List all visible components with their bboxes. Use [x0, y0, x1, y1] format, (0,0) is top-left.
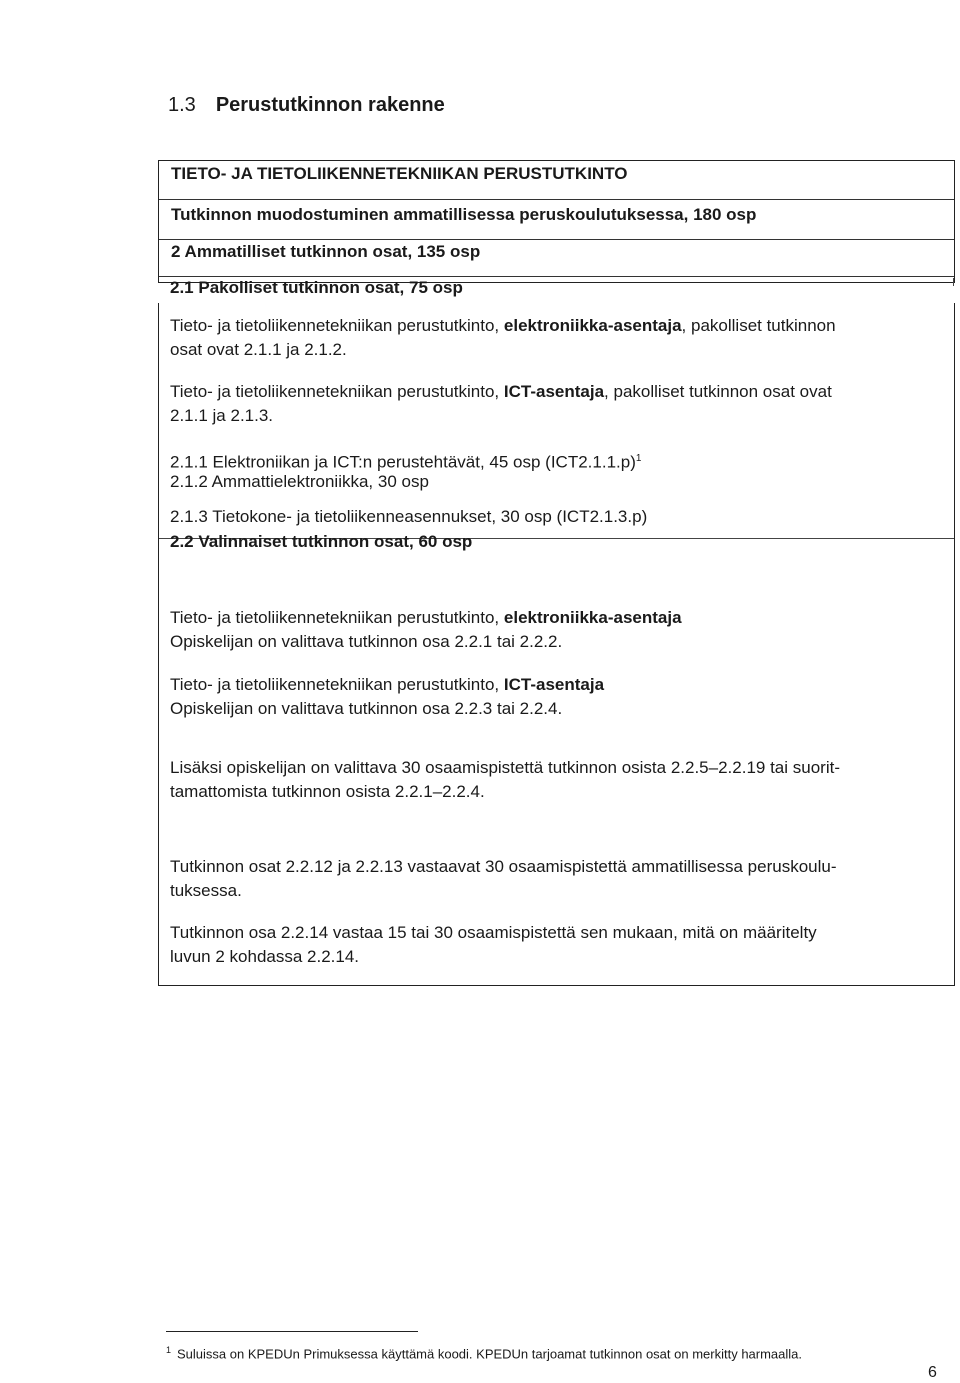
structure-table-header [158, 160, 955, 283]
unit-2214-paragraph: Tutkinnon osa 2.2.14 vastaa 15 tai 30 osaamispistettä sen mukaan, mitä on määritelty luvun 2 kohdassa 2.2.14. [170, 923, 817, 966]
vocational-units: 2 Ammatilliset tutkinnon osat, 135 osp [171, 242, 481, 261]
table-row [159, 161, 954, 200]
list-item: 2.1.2 Ammattielektroniikka, 30 osp [170, 472, 429, 491]
section-number: 1.3 [168, 94, 196, 116]
optional-ict-paragraph: Tieto- ja tietoliikennetekniikan perustutkinto, ICT-asentaja Opiskelijan on valittava tutkinnon osa 2.2.3 tai 2.2.4. [170, 675, 605, 718]
footnote-separator [166, 1331, 418, 1332]
optional-units-heading: 2.2 Valinnaiset tutkinnon osat, 60 osp [170, 532, 473, 551]
footnote-marker: 1 [635, 453, 642, 464]
optional-electronics-paragraph: Tieto- ja tietoliikennetekniikan perustutkinto, elektroniikka-asentaja Opiskelijan on valittava tutkinnon osa 2.2.1 tai 2.2.2. [170, 608, 682, 651]
page-number: 6 [928, 1364, 937, 1381]
mandatory-ict-paragraph: Tieto- ja tietoliikennetekniikan perustutkinto, ICT-asentaja, pakolliset tutkinnon osat ovat 2.1.1 ja 2.1.3. [170, 382, 832, 425]
units-equivalence-paragraph: Tutkinnon osat 2.2.12 ja 2.2.13 vastaavat 30 osaamispistettä ammatillisessa peruskoulu- tuksessa. [170, 857, 837, 900]
table-row [159, 199, 954, 240]
mandatory-electronics-paragraph: Tieto- ja tietoliikennetekniikan perustutkinto, elektroniikka-asentaja, pakolliset tutkinnon osat ovat 2.1.1 ja 2.1.2. [170, 316, 836, 359]
electronics-fitter-label: elektroniikka-asentaja [503, 316, 682, 335]
degree-composition: Tutkinnon muodostuminen ammatillisessa peruskoulutuksessa, 180 osp [171, 205, 757, 224]
table-border [953, 278, 954, 286]
footnote [166, 1345, 802, 1361]
degree-title: TIETO- JA TIETOLIIKENNETEKNIIKAN PERUSTUTKINTO [171, 164, 628, 183]
section-heading [168, 94, 445, 117]
footnote-text: Suluissa on KPEDUn Primuksessa käyttämä koodi. KPEDUn tarjoamat tutkinnon osat on merkitty harmaalla. [177, 1346, 803, 1362]
additional-choice-paragraph: Lisäksi opiskelijan on valittava 30 osaamispistettä tutkinnon osista 2.2.5–2.2.19 tai suorit- tamattomista tutkinnon osista 2.2.1–2.2.4. [170, 758, 840, 801]
section-title: Perustutkinnon rakenne [215, 94, 445, 116]
ict-fitter-label: ICT-asentaja [503, 382, 605, 401]
list-item: 2.1.1 Elektroniikan ja ICT:n perustehtävät, 45 osp $(ICT2.1.1.p)^1$ [170, 452, 642, 472]
list-item: 2.1.3 Tietokone- ja tietoliikenneasennukset, 30 osp (ICT2.1.3.p) [170, 507, 648, 526]
footnote-mark: 1 [166, 1345, 172, 1355]
table-row [159, 239, 954, 277]
mandatory-units-heading: 2.1 Pakolliset tutkinnon osat, 75 osp [170, 278, 463, 297]
